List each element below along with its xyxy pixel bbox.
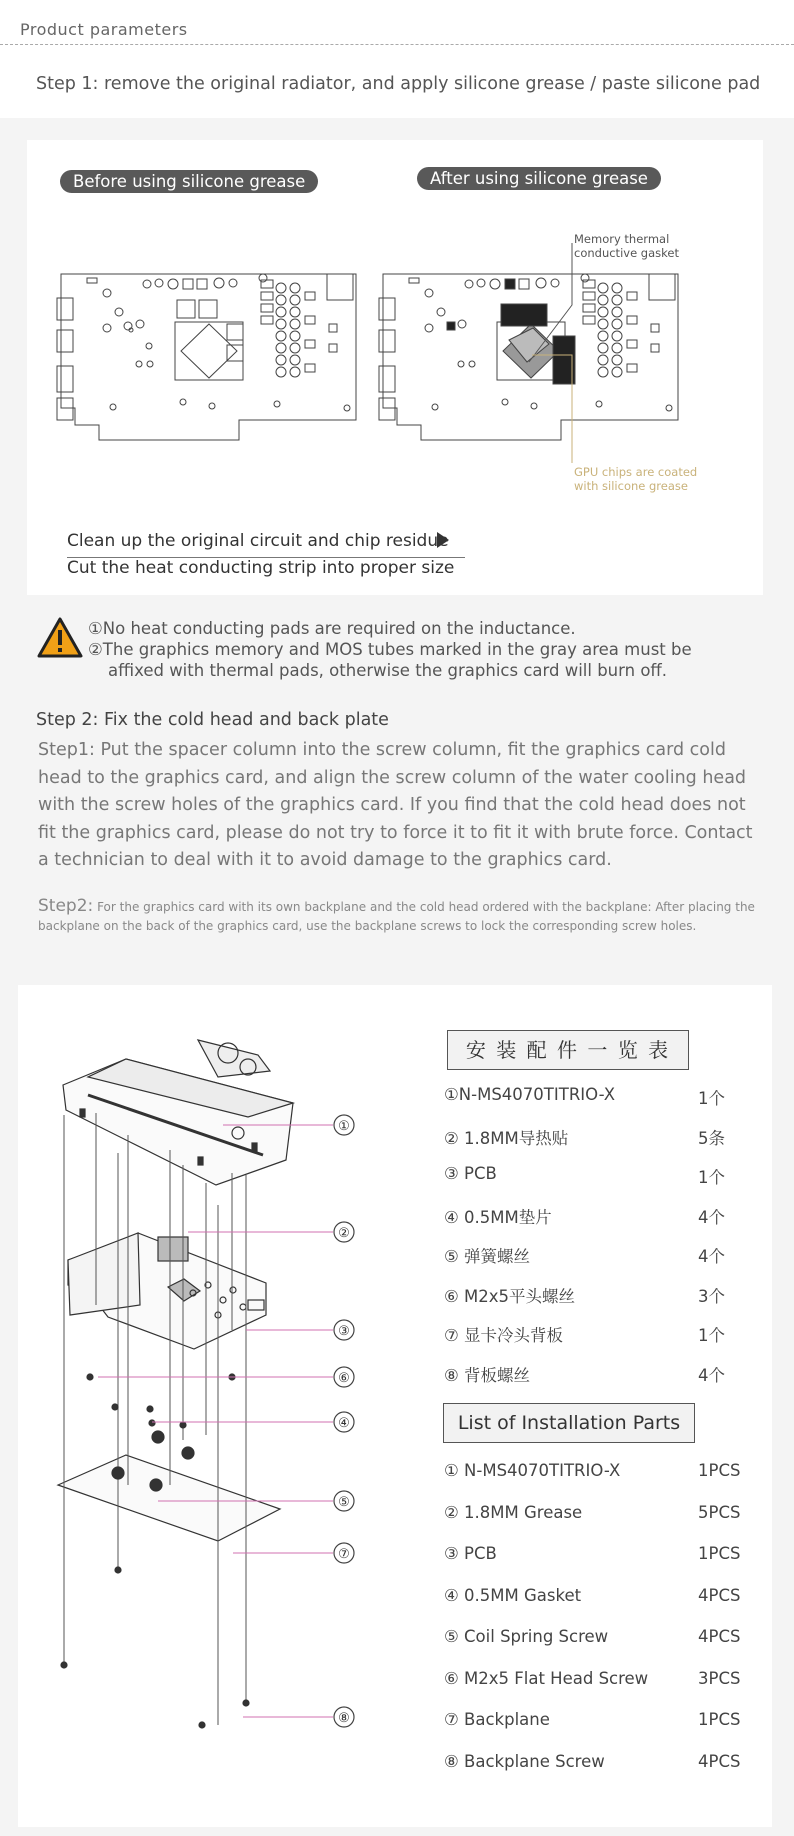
parts-list-row [444,1502,741,1522]
part-name: ④ 0.5MM Gasket [444,1585,582,1605]
callout-5: ⑤ [338,1494,350,1509]
memory-callout: Memory thermal conductive gasket [574,232,679,260]
part-name: ④ 0.5MM垫片 [444,1207,552,1227]
part-name: ⑤ Coil Spring Screw [444,1627,609,1646]
part-name: ⑧ Backplane Screw [444,1751,605,1771]
part-qty: 4个 [698,1247,725,1266]
parts-list-row [444,1204,725,1228]
gpu-callout: GPU chips are coated with silicone grease [574,465,698,493]
part-name: ② 1.8MM Grease [444,1502,583,1522]
cold-head-drawing [63,1040,293,1185]
part-qty: 1个 [698,1168,725,1187]
part-qty: 4个 [698,1365,725,1385]
callout-4: ④ [338,1415,350,1430]
parts-en-title: List of Installation Parts [443,1403,695,1443]
pcb-drawing [68,1233,266,1349]
part-qty: 1个 [698,1326,725,1345]
part-qty: 5条 [698,1128,725,1148]
part-qty: 1PCS [698,1461,741,1480]
parts-list-row [444,1125,725,1149]
part-name: ⑥ M2x5 Flat Head Screw [444,1668,649,1688]
callout-1: ① [338,1118,350,1133]
callout-2: ② [338,1225,350,1240]
parts-list-row [444,1668,741,1688]
callout-3: ③ [338,1323,350,1338]
cut-instruction: Cut the heat conducting strip into proper size [67,558,455,578]
step2-paragraph: Step1: Put the spacer column into the screw column, fit the graphics card cold head to the graphics card, and align the screw column of the water cooling head with the screw holes of the graphics card. If you find that the cold head does not fit the graphics card, please do not try to force it to fit it with brute force. Contact a technician to deal with it to avoid damage to the graphics card. [38,740,753,870]
part-qty: 3个 [698,1286,725,1306]
parts-panel [18,985,772,1827]
step2b-paragraph: Step2: For the graphics card with its own backplane and the cold head ordered with the backplane: After placing the backplane on the back of the graphics card, use the backplane screws to lock the corresponding screw holes. [38,896,755,933]
part-qty: 4PCS [698,1751,741,1771]
part-name: ⑥ M2x5平头螺丝 [444,1286,576,1306]
callout-8: ⑧ [338,1710,350,1725]
parts-list-row [444,1710,741,1729]
warning-text: ①No heat conducting pads are required on the inductance. ②The graphics memory and MOS tubes marked in the gray area must be affixed with thermal pads, otherwise the graphics card will burn off. [88,619,692,680]
page-header [0,0,794,118]
part-name: ⑧ 背板螺丝 [444,1365,531,1385]
step2-heading: Step 2: Fix the cold head and back plate [36,710,389,730]
parts-list-row [444,1585,741,1605]
parts-list-row [444,1544,741,1563]
part-qty: 4个 [698,1207,725,1227]
part-qty: 3PCS [698,1668,741,1688]
part-name: ① N-MS4070TITRIO-X [444,1461,621,1480]
part-name: ①N-MS4070TITRIO-X [444,1085,616,1104]
memory-pad-top [501,304,547,326]
parts-list-row [444,1322,725,1346]
pcb-before-diagram [57,274,356,440]
callout-7: ⑦ [338,1546,350,1561]
chip-grid-left [261,280,337,377]
before-label: Before using silicone grease [60,170,318,193]
part-qty: 1PCS [698,1544,741,1563]
pcb-after-diagram [379,274,678,440]
clean-instruction: Clean up the original circuit and chip residue [67,531,449,551]
warning-triangle-icon [36,616,84,660]
part-name: ② 1.8MM导热贴 [444,1128,569,1148]
part-name: ⑦ Backplane [444,1710,550,1729]
part-qty: 1个 [698,1089,725,1108]
step1-panel [27,140,763,595]
page-title: Product parameters [20,20,188,39]
parts-list-row [444,1085,725,1108]
part-name: ③ PCB [444,1164,497,1183]
exploded-diagram [18,985,438,1827]
callout-6: ⑥ [338,1370,350,1385]
parts-list-row [444,1164,725,1187]
part-qty: 4PCS [698,1627,741,1646]
step1-heading: Step 1: remove the original radiator, and apply silicone grease / paste silicone pad [36,74,761,94]
after-label: After using silicone grease [417,167,661,190]
part-name: ⑤ 弹簧螺丝 [444,1247,531,1266]
parts-list-row [444,1283,725,1307]
part-qty: 4PCS [698,1585,741,1605]
backplate-drawing [58,1455,280,1541]
parts-list-row [444,1461,741,1480]
part-name: ⑦ 显卡冷头背板 [444,1326,564,1345]
part-qty: 5PCS [698,1502,741,1522]
parts-list-row [444,1243,725,1267]
parts-cn-title: 安 装 配 件 一 览 表 [447,1030,689,1070]
parts-list-row [444,1751,741,1771]
board-drawings [27,140,763,595]
parts-list-row [444,1627,741,1646]
part-qty: 1PCS [698,1710,741,1729]
title-divider [0,44,794,45]
parts-list-row [444,1362,725,1386]
part-name: ③ PCB [444,1544,497,1563]
